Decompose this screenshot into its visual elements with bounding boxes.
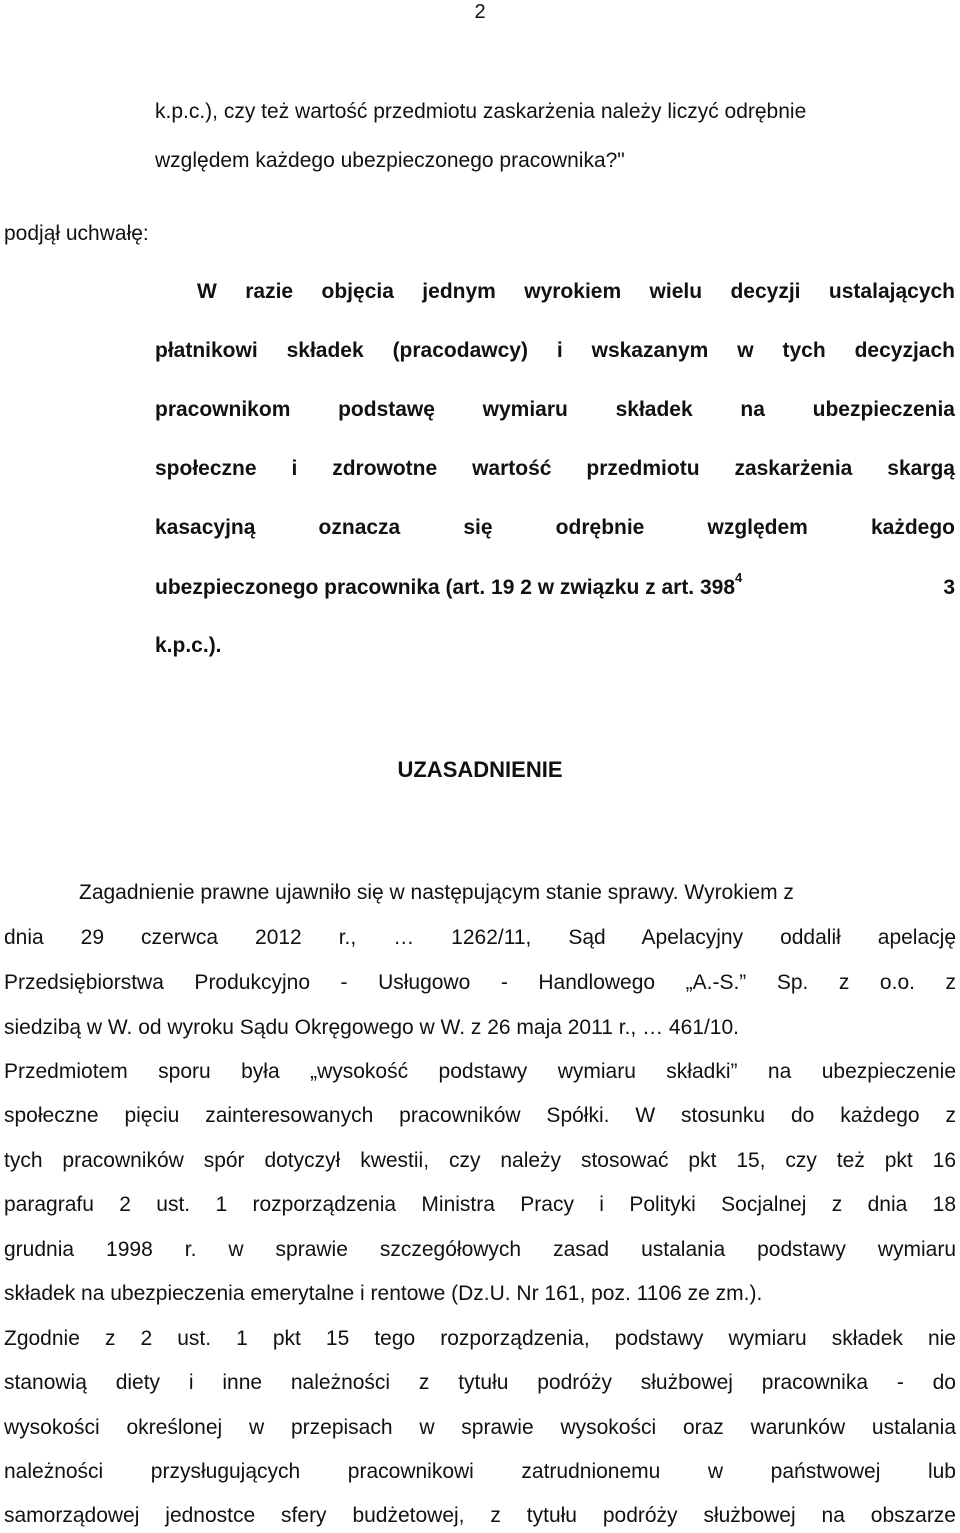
- body-line-1: Zagadnienie prawne ujawniło się w następującym stanie sprawy. Wyrokiem z: [79, 881, 794, 904]
- body-line-13: wysokości określonej w przepisach w sprawie wysokości oraz warunków ustalania: [4, 1416, 956, 1439]
- resolution-line-1: W razie objęcia jednym wyrokiem wielu decyzji ustalających: [197, 280, 955, 303]
- question-line-2: względem każdego ubezpieczonego pracownika?": [155, 149, 625, 172]
- resolution-line-2: płatnikowi składek (pracodawcy) i wskazanym w tych decyzjach: [155, 339, 955, 362]
- body-line-10: składek na ubezpieczenia emerytalne i rentowe (Dz.U. Nr 161, poz. 1106 ze zm.).: [4, 1282, 763, 1305]
- body-line-14: należności przysługujących pracownikowi zatrudnionemu w państwowej lub: [4, 1460, 956, 1483]
- resolution-line-6-text: ubezpieczonego pracownika (art. 19 2 w związku z art. $398^4$: [155, 570, 743, 599]
- body-line-6: społeczne pięciu zainteresowanych pracowników Spółki. W stosunku do każdego z: [4, 1104, 956, 1127]
- resolution-line-5: kasacyjną oznacza się odrębnie względem każdego: [155, 516, 955, 539]
- body-line-4: siedzibą w W. od wyroku Sądu Okręgowego w W. z 26 maja 2011 r., … 461/10.: [4, 1016, 739, 1039]
- body-line-11: Zgodnie z 2 ust. 1 pkt 15 tego rozporządzenia, podstawy wymiaru składek nie: [4, 1327, 956, 1350]
- body-line-15: samorządowej jednostce sfery budżetowej, z tytułu podróży służbowej na obszarze: [4, 1504, 956, 1527]
- body-line-8: paragrafu 2 ust. 1 rozporządzenia Ministra Pracy i Polityki Socjalnej z dnia 18: [4, 1193, 956, 1216]
- resolution-line-3: pracownikom podstawę wymiaru składek na ubezpieczenia: [155, 398, 955, 421]
- body-line-7: tych pracowników spór dotyczył kwestii, czy należy stosować pkt 15, czy też pkt 16: [4, 1149, 956, 1172]
- resolution-line-4: społeczne i zdrowotne wartość przedmiotu zaskarżenia skargą: [155, 457, 955, 480]
- resolution-line-6: [155, 570, 955, 600]
- body-line-12: stanowią diety i inne należności z tytułu podróży służbowej pracownika - do: [4, 1371, 956, 1394]
- resolution-line-7: k.p.c.).: [155, 634, 222, 657]
- body-line-9: grudnia 1998 r. w sprawie szczegółowych zasad ustalania podstawy wymiaru: [4, 1238, 956, 1261]
- body-line-3: Przedsiębiorstwa Produkcyjno - Usługowo - Handlowego „A.-S.” Sp. z o.o. z: [4, 971, 956, 994]
- superscript-4: 4: [735, 570, 743, 585]
- page-number: 2: [474, 1, 486, 23]
- resolution-line-6-end: 3: [943, 576, 955, 599]
- body-line-5: Przedmiotem sporu była „wysokość podstawy wymiaru składki” na ubezpieczenie: [4, 1060, 956, 1083]
- question-line-1: k.p.c.), czy też wartość przedmiotu zaskarżenia należy liczyć odrębnie: [155, 100, 807, 123]
- intro-text: podjął uchwałę:: [4, 222, 149, 245]
- body-line-2: dnia 29 czerwca 2012 r., … 1262/11, Sąd Apelacyjny oddalił apelację: [4, 926, 956, 949]
- section-heading: UZASADNIENIE: [397, 757, 563, 782]
